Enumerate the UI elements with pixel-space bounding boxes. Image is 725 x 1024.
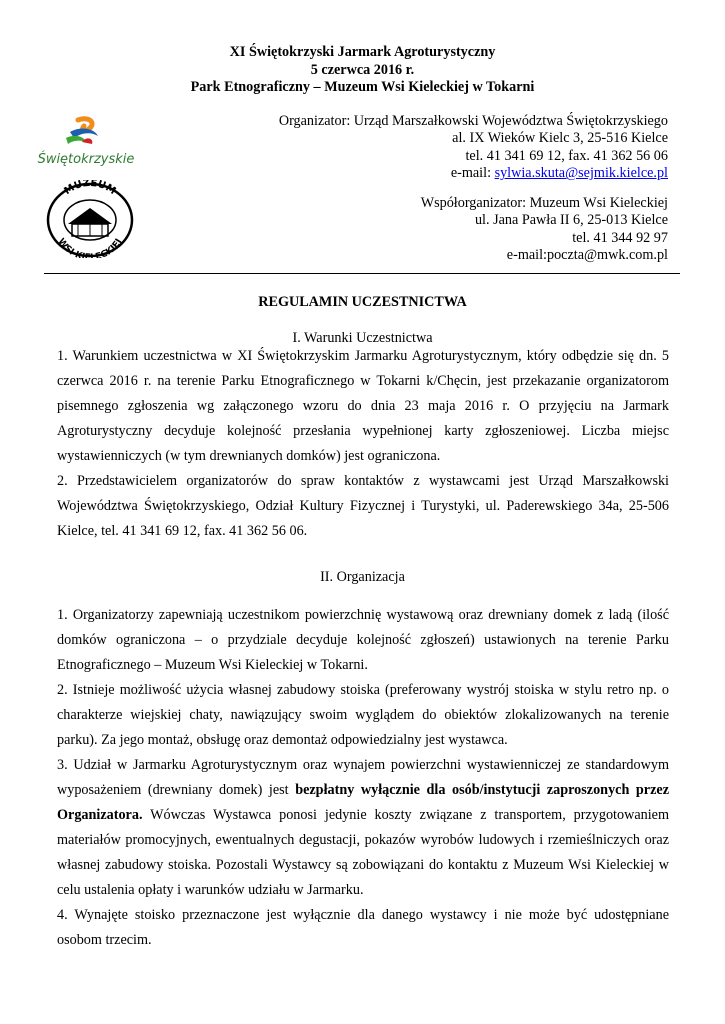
paragraph-3-text-b: Wówczas Wystawca ponosi jedynie koszty związane z transportem, przygotowaniem materiałów promocyjnych, ewentualnych degustacji, pokazów wyrobów ludowych i rzemieślniczych oraz własnej zabudowy stoiska. Pozostali Wystawcy są zobowiązani do kontaktu z Muzeum Wsi Kieleckiej w celu ustalenia opłaty i warunków udziału w Jarmarku. [57,807,669,898]
co-organizer-address: ul. Jana Pawła II 6, 25-013 Kielce [474,212,668,229]
section-2-paragraph-4: 4. Wynajęte stoisko przeznaczone jest wyłącznie dla danego wystawcy i nie może być udostępniane osobom trzecim. [57,907,669,948]
event-title: XI Świętokrzyski Jarmark Agroturystyczny [229,44,496,60]
swietokrzyskie-logo-text: Świętokrzyskie [37,152,135,167]
organizer-email-label: e-mail: [450,165,495,182]
svg-text:MUZEUM [62,180,117,197]
organizer-email-link[interactable]: sylwia.skuta@sejmik.kielce.pl [494,165,668,182]
museum-logo [42,180,138,258]
swietokrzyskie-logo [36,116,136,172]
section-2-title: II. Organizacja [320,569,405,585]
section-1-paragraph-2: 2. Przedstawicielem organizatorów do spraw kontaktów z wystawcami jest Urząd Marszałkowski Województwa Świętokrzyskiego, Odział Kultury Fizycznej i Turystyki, ul. Paderewskiego 34a, 25-506 Kielce, tel. 41 341 69 12, fax. 41 362 56 06. [57,473,669,539]
museum-logo-bottom-text: WSI KIELECKIEJ [55,236,125,258]
header-divider [44,273,680,274]
paragraph-3-bold-text: bezpłatny wyłącznie dla osób/instytucji zaproszonych przez Organizatora. [57,782,669,823]
event-venue: Park Etnograficzny – Muzeum Wsi Kieleckiej w Tokarni [190,79,535,95]
museum-logo-top-text: MUZEUM [62,180,118,198]
organizer-email-line [279,165,668,182]
paragraph-3-text-a: 3. Udział w Jarmarku Agroturystycznym oraz wynajem powierzchni wystawienniczej ze standardowym wyposażeniem (drewniany domek) jest [57,757,669,798]
organizer-block [279,113,668,183]
organizer-name: Organizator: Urząd Marszałkowski Województwa Świętokrzyskiego [278,113,668,129]
co-organizer-phone: tel. 41 344 92 97 [572,229,668,246]
section-1-paragraph-1: 1. Warunkiem uczestnictwa w XI Świętokrzyskim Jarmarku Agroturystycznym, który odbędzie się dn. 5 czerwca 2016 r. na terenie Parku Etnograficznego w Tokarni k/Chęcin, jest przekazanie organizatorom pisemnego zgłoszenia wg załączonego wzoru do dnia 23 maja 2016 r. O przyjęciu na Jarmark Agroturystyczny decyduje kolejność przesłania wypełnionej karty zgłoszeniowej. Liczba miejsc wystawienniczych (w tym drewnianych domków) jest ograniczona. [57,348,669,464]
section-2-paragraph-3 [57,753,669,903]
organizer-address: al. IX Wieków Kielc 3, 25-516 Kielce [452,130,668,147]
co-organizer-block [421,195,668,265]
section-1-title: I. Warunki Uczestnictwa [292,330,433,346]
co-organizer-email: e-mail:poczta@mwk.com.pl [506,247,668,264]
section-2-paragraph-1: 1. Organizatorzy zapewniają uczestnikom powierzchnię wystawową oraz drewniany domek z ladą (ilość domków ograniczona – o przydziale decyduje kolejność zgłoszeń) ustawionych na terenie Parku Etnograficznego – Muzeum Wsi Kieleckiej w Tokarni. [57,607,669,673]
section-1-body [57,344,669,544]
regulation-title: REGULAMIN UCZESTNICTWA [258,294,467,310]
event-header [0,44,725,97]
section-2-paragraph-2: 2. Istnieje możliwość użycia własnej zabudowy stoiska (preferowany wystrój stoiska w stylu retro np. o charakterze wiejskiej chaty, nawiązujący swoim wyglądem do obiektów zlokalizowanych na terenie parku). Za jego montaż, obsługę oraz demontaż odpowiedzialny jest wystawca. [57,682,669,748]
event-date: 5 czerwca 2016 r. [310,61,415,78]
co-organizer-name: Współorganizator: Muzeum Wsi Kieleckiej [420,195,668,211]
organizer-phone: tel. 41 341 69 12, fax. 41 362 56 06 [465,147,668,164]
section-2-body [57,603,669,953]
